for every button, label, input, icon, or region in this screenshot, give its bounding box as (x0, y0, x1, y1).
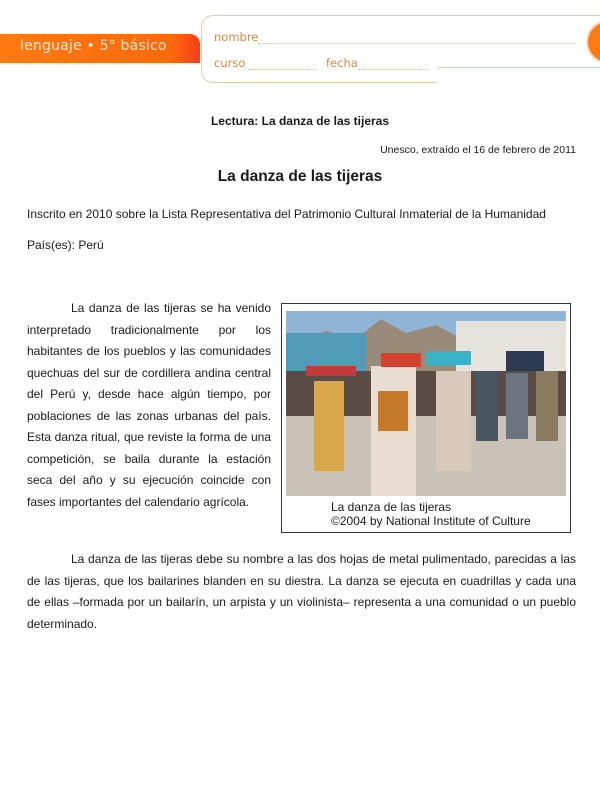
countries-text: País(es): Perú (27, 238, 104, 252)
inscription-text: Inscrito en 2010 sobre la Lista Representativa del Patrimonio Cultural Inmaterial de la Humanidad (27, 207, 546, 221)
source-citation: Unesco, extraído el 16 de febrero de 2011 (380, 144, 576, 156)
figure (281, 303, 571, 533)
figure-caption (331, 500, 531, 528)
paragraph-1: La danza de las tijeras se ha venido interpretado tradicionalmente por los habitantes de los pueblos y las comunidades quechuas del sur de cordillera andina central del Perú y, desde hace algún tiempo, por poblaciones de las zonas urbanas del país. Esta danza ritual, que reviste la forma de una competición, se baila durante la estación seca del año y su ejecución coincide con fases importantes del calendario agrícola. (27, 301, 271, 509)
course-field[interactable] (248, 69, 316, 70)
subject-banner (0, 34, 200, 63)
caption-credit: ©2004 by National Institute of Culture (331, 514, 531, 528)
dance-photo (286, 311, 566, 496)
form-box-notch (436, 67, 600, 84)
page-title: La danza de las tijeras (217, 168, 383, 185)
name-field[interactable] (258, 43, 576, 44)
reading-label: Lectura: La danza de las tijeras (210, 114, 390, 128)
paragraph-2: La danza de las tijeras debe su nombre a las dos hojas de metal pulimentado, parecidas a las de las tijeras, que los bailarines blanden en su diestra. La danza se ejecuta en cuadrillas y cada una de ellas –formada por un bailarín, un arpista y un violinista– representa a una comunidad o un pueblo determinado. (27, 552, 576, 631)
course-label: curso (214, 56, 246, 70)
name-label: nombre (214, 30, 259, 44)
caption-title: La danza de las tijeras (331, 500, 452, 514)
subject-label: lenguaje • 5° básico (20, 38, 167, 54)
date-field[interactable] (358, 69, 428, 70)
date-label: fecha (326, 56, 358, 70)
